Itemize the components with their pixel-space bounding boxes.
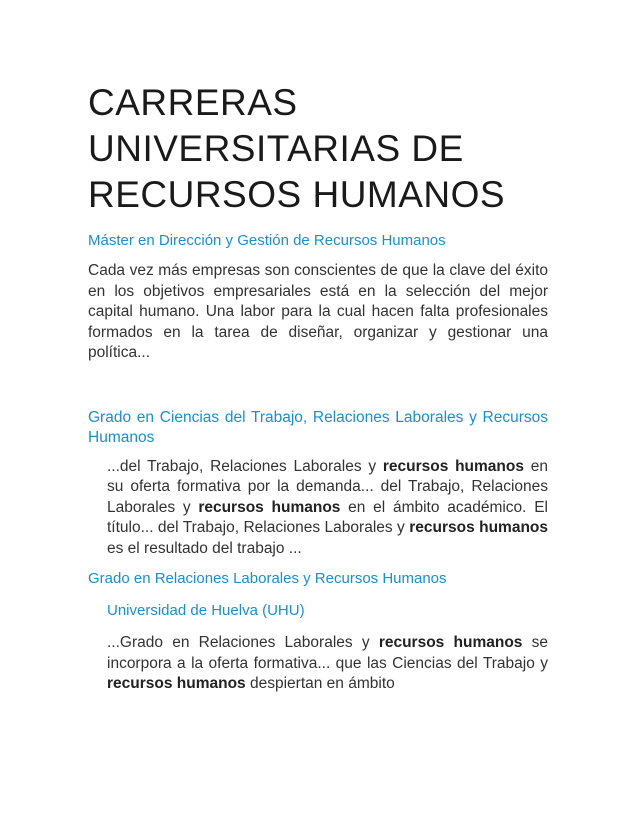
grado-ciencias-snippet: ...del Trabajo, Relaciones Laborales y recursos humanos en su oferta formativa por la demanda... del Trabajo, Relaciones Laborales y recursos humanos en el ámbito académico. El título... del Trabajo, Relaciones Laborales y recursos humanos es el resultado del trabajo ... — [107, 457, 549, 557]
grado-relaciones-snippet: ...Grado en Relaciones Laborales y recursos humanos se incorpora a la oferta formativa... que las Ciencias del Trabajo y recursos humanos despiertan en ámbito — [107, 634, 548, 692]
link-master-rrhh[interactable]: Máster en Dirección y Gestión de Recursos Humanos — [88, 232, 446, 249]
link-grado-ciencias-trabajo[interactable]: Grado en Ciencias del Trabajo, Relaciones Laborales y Recursos Humanos — [88, 408, 548, 446]
page-title: CARRERAS UNIVERSITARIAS DE RECURSOS HUMANOS — [88, 82, 506, 215]
master-description: Cada vez más empresas son conscientes de que la clave del éxito en los objetivos empresariales está en la selección del mejor capital humano. Una labor para la cual hacen falta profesionales formados en la tarea de diseñar, organizar y gestionar una política... — [88, 262, 548, 361]
document-page — [88, 80, 548, 695]
link-universidad-huelva[interactable]: Universidad de Huelva (UHU) — [107, 602, 305, 619]
link-grado-relaciones-laborales[interactable]: Grado en Relaciones Laborales y Recursos Humanos — [88, 570, 447, 587]
